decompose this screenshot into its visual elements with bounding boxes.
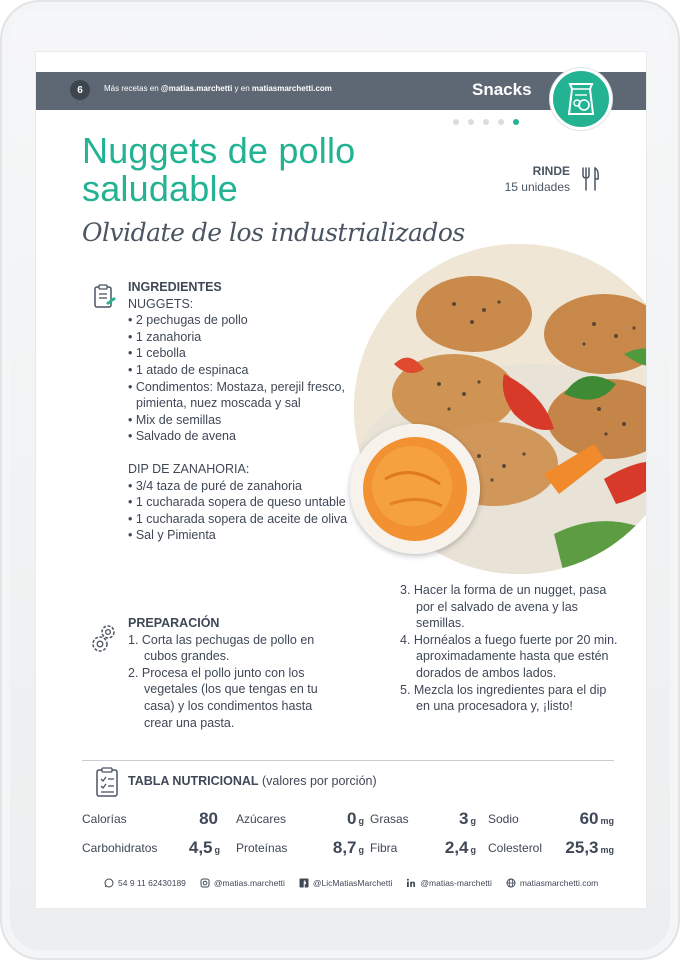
dip-group-title: DIP DE ZANAHORIA: xyxy=(128,461,250,476)
list-item: • Mix de semillas xyxy=(128,412,222,427)
list-item: • 1 zanahoria xyxy=(128,329,202,344)
nutrition-table xyxy=(82,809,614,870)
clipboard-icon xyxy=(90,283,118,316)
nuggets-list xyxy=(128,312,350,445)
instagram-icon xyxy=(200,878,210,888)
nutrient-cell: Carbohidratos 4,5 g xyxy=(82,838,220,857)
page-dot[interactable] xyxy=(468,119,474,125)
table-row xyxy=(82,809,614,841)
step-item: 3. Hacer la forma de un nugget, pasa por el salvado de avena y las semillas. xyxy=(400,583,607,631)
section-label: Snacks xyxy=(472,80,532,99)
gears-icon xyxy=(90,622,120,659)
instagram-link[interactable]: @matias.marchetti xyxy=(200,878,285,888)
page-dot[interactable] xyxy=(453,119,459,125)
facebook-icon xyxy=(299,878,309,888)
step-item: 1. Corta las pechugas de pollo en cubos grandes. xyxy=(128,632,315,664)
section-divider xyxy=(82,760,614,761)
nutrition-title: TABLA NUTRICIONAL (valores por porción) xyxy=(128,774,377,788)
utensils-icon xyxy=(580,166,600,197)
list-item: • 1 atado de espinaca xyxy=(128,362,249,377)
website-link[interactable]: matiasmarchetti.com xyxy=(506,878,598,888)
preparation-section xyxy=(128,615,344,731)
list-item: • 3/4 taza de puré de zanahoria xyxy=(128,478,302,493)
steps-list-left xyxy=(128,632,344,732)
ingredients-heading: INGREDIENTES xyxy=(128,280,222,294)
preparation-heading: PREPARACIÓN xyxy=(128,616,220,630)
recipe-subtitle: Olvidate de los industrializados xyxy=(82,218,465,247)
nutrient-cell: Grasas 3 g xyxy=(370,809,476,828)
list-item: • Salvado de avena xyxy=(128,429,236,444)
page-dot[interactable] xyxy=(498,119,504,125)
globe-icon xyxy=(506,878,516,888)
contact-footer xyxy=(104,878,598,888)
page-number: 6 xyxy=(70,80,90,100)
steps-list-right xyxy=(400,582,620,715)
linkedin-link[interactable]: @matias-marchetti xyxy=(406,878,491,888)
promo-site-link[interactable]: matiasmarchetti.com xyxy=(251,84,332,93)
nuggets-group-title: NUGGETS: xyxy=(128,296,194,311)
nutrient-cell: Sodio 60 mg xyxy=(488,809,614,828)
nutrient-cell: Azúcares 0 g xyxy=(236,809,364,828)
carrot-dip-photo xyxy=(350,424,480,554)
list-item: • Sal y Pimienta xyxy=(128,528,216,543)
page-indicator[interactable] xyxy=(453,119,519,125)
checklist-icon xyxy=(94,766,120,803)
promo-handle[interactable]: @matias.marchetti xyxy=(160,84,233,93)
whatsapp-contact[interactable]: 54 9 11 62430189 xyxy=(104,878,186,888)
nutrient-cell: Fibra 2,4 g xyxy=(370,838,476,857)
nutrient-cell: Proteínas 8,7 g xyxy=(236,838,364,857)
recipe-page xyxy=(36,52,646,908)
preparation-section-continued xyxy=(400,582,620,715)
ingredients-section xyxy=(128,279,350,544)
list-item: • 1 cebolla xyxy=(128,346,186,361)
nutrient-cell: Calorías 80 xyxy=(82,809,218,828)
yield-value: 15 unidades xyxy=(504,180,570,194)
page-dot-active[interactable] xyxy=(513,119,519,125)
table-row xyxy=(82,838,614,870)
yield-label: RINDE xyxy=(532,164,570,178)
step-item: 5. Mezcla los ingredientes para el dip en una procesadora y, ¡listo! xyxy=(400,682,607,714)
step-item: 4. Hornéalos a fuego fuerte por 20 min. aproximadamente hasta que estén dorados de ambos lados. xyxy=(400,632,618,680)
list-item: • Condimentos: Mostaza, perejil fresco, pimienta, nuez moscada y sal xyxy=(128,379,345,411)
yield-info xyxy=(505,164,570,194)
facebook-link[interactable]: @LicMatiasMarchetti xyxy=(299,878,392,888)
whatsapp-icon xyxy=(104,878,114,888)
list-item: • 2 pechugas de pollo xyxy=(128,313,248,328)
linkedin-icon xyxy=(406,878,416,888)
page-dot[interactable] xyxy=(483,119,489,125)
dip-list xyxy=(128,478,350,544)
spacer xyxy=(128,445,350,461)
recipe-title: Nuggets de pollo saludable xyxy=(82,130,356,209)
promo-text: Más recetas en @matias.marchetti y en matiasmarchetti.com xyxy=(104,84,332,93)
step-item: 2. Procesa el pollo junto con los vegetales (los que tengas en tu casa) y los condimentos hasta crear una pasta. xyxy=(128,665,318,730)
list-item: • 1 cucharada sopera de aceite de oliva xyxy=(128,511,348,526)
nutrient-cell: Colesterol 25,3 mg xyxy=(488,838,614,857)
list-item: • 1 cucharada sopera de queso untable xyxy=(128,495,346,510)
snack-bag-icon xyxy=(550,68,612,130)
